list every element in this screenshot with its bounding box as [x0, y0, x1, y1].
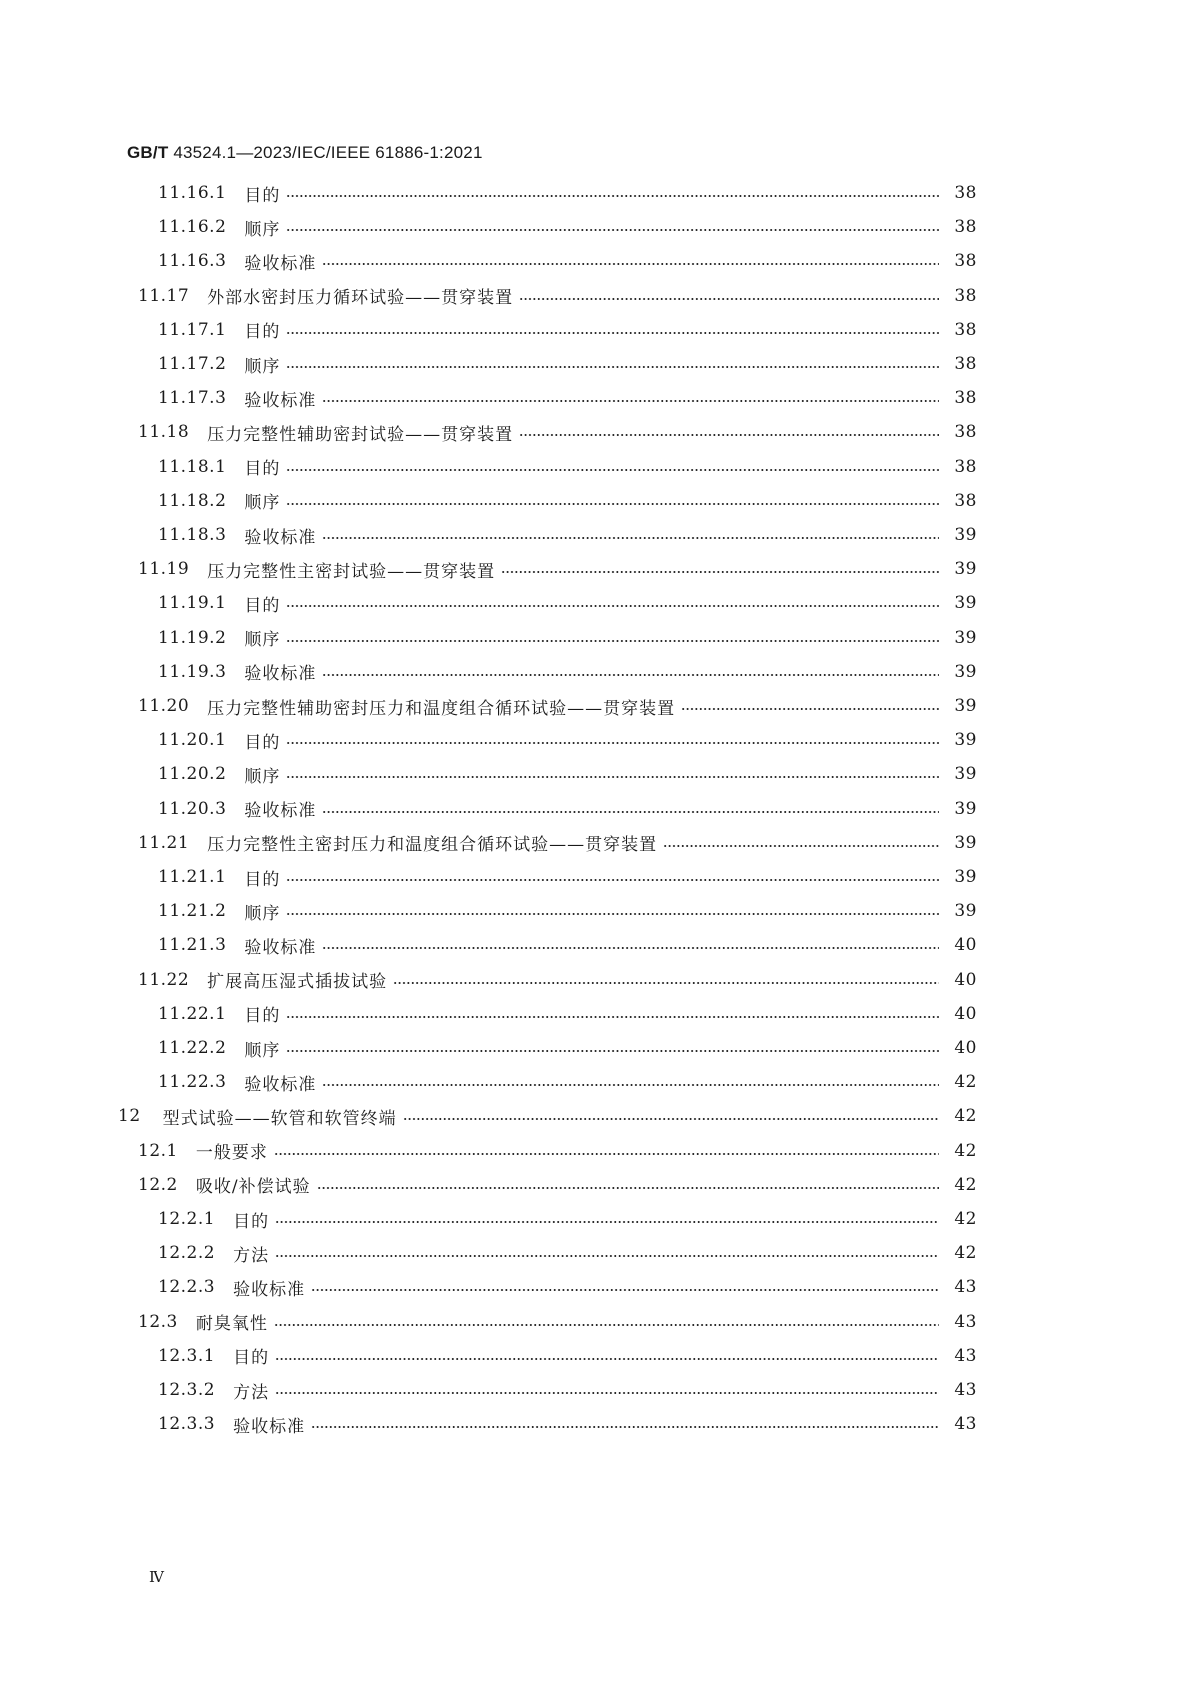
- toc-entry-title: 顺序: [244, 493, 281, 514]
- toc-entry-number: 11.18.3: [158, 525, 227, 545]
- toc-leader-dots: [311, 1426, 939, 1428]
- toc-entry-title: 验收标准: [244, 664, 317, 685]
- toc-leader-dots: [286, 742, 939, 744]
- toc-entry-title: 耐臭氧性: [195, 1314, 268, 1335]
- toc-entry-title: 方法: [233, 1245, 270, 1266]
- toc-entry-page: 40: [954, 1038, 977, 1058]
- toc-leader-dots: [274, 1324, 939, 1326]
- toc-entry-page: 39: [954, 798, 977, 819]
- toc-entry-title: 验收标准: [244, 527, 317, 548]
- toc-entry-title: 验收标准: [244, 801, 317, 822]
- toc-entry[interactable]: [138, 966, 977, 994]
- toc-entry-number: 11.21.3: [158, 935, 227, 956]
- toc-entry-number: 11.21: [138, 832, 190, 853]
- toc-entry-page: 38: [954, 251, 977, 272]
- toc-entry-page: 42: [954, 1140, 977, 1161]
- toc-entry-title: 目的: [244, 595, 281, 616]
- toc-entry-page: 39: [954, 627, 977, 648]
- toc-entry-page: 43: [954, 1277, 977, 1298]
- toc-entry[interactable]: [158, 179, 977, 207]
- toc-entry-number: 12.3.1: [158, 1345, 216, 1366]
- toc-entry-page: 38: [954, 183, 977, 203]
- toc-entry-number: 11.20.2: [158, 764, 227, 785]
- toc-entry[interactable]: [158, 1034, 977, 1062]
- toc-entry-title: 顺序: [244, 219, 281, 240]
- toc-entry-title: 压力完整性辅助密封试验——贯穿装置: [207, 424, 514, 445]
- toc-leader-dots: [286, 229, 939, 231]
- toc-entry-page: 39: [954, 764, 977, 785]
- toc-entry-number: 11.20.1: [158, 730, 227, 751]
- toc-leader-dots: [322, 1084, 939, 1086]
- toc-entry[interactable]: [138, 692, 977, 720]
- toc-entry-number: 11.19.2: [158, 627, 227, 648]
- toc-entry[interactable]: [158, 247, 977, 275]
- toc-entry[interactable]: [158, 760, 977, 788]
- toc-entry[interactable]: [158, 795, 977, 823]
- toc-entry[interactable]: [158, 589, 977, 617]
- toc-entry-title: 顺序: [244, 766, 281, 787]
- toc-entry-number: 12.3: [138, 1311, 178, 1332]
- toc-entry-number: 11.17.1: [158, 319, 227, 340]
- toc-entry-page: 39: [954, 559, 977, 580]
- toc-entry[interactable]: [158, 384, 977, 412]
- toc-entry-number: 11.18.1: [158, 456, 227, 477]
- toc-entry-title: 目的: [244, 185, 281, 206]
- toc-entry-title: 验收标准: [233, 1279, 306, 1300]
- toc-entry-title: 目的: [244, 322, 281, 343]
- toc-entry-page: 43: [954, 1345, 977, 1366]
- toc-leader-dots: [286, 1016, 939, 1018]
- toc-entry-title: 验收标准: [233, 1416, 306, 1437]
- toc-entry[interactable]: [138, 282, 977, 310]
- toc-entry[interactable]: [138, 555, 977, 583]
- toc-leader-dots: [663, 845, 939, 847]
- toc-entry[interactable]: [138, 1308, 977, 1336]
- toc-entry-title: 顺序: [244, 903, 281, 924]
- toc-entry-page: 39: [954, 593, 977, 614]
- toc-entry[interactable]: [158, 658, 977, 686]
- toc-entry[interactable]: [158, 1068, 977, 1096]
- toc-entry-title: 吸收/补偿试验: [195, 1177, 311, 1198]
- toc-entry[interactable]: [138, 418, 977, 446]
- toc-leader-dots: [519, 298, 939, 300]
- page-number: Ⅳ: [149, 1568, 164, 1586]
- toc-entry-page: 38: [954, 456, 977, 477]
- toc-entry-title: 验收标准: [244, 1074, 317, 1095]
- toc-entry-title: 顺序: [244, 630, 281, 651]
- toc-entry[interactable]: [158, 213, 977, 241]
- toc-leader-dots: [311, 1289, 939, 1291]
- toc-entry-page: 38: [954, 422, 977, 443]
- toc-entry-number: 11.19: [138, 559, 190, 580]
- toc-entry-title: 压力完整性主密封试验——贯穿装置: [207, 561, 496, 582]
- toc-entry[interactable]: [118, 1102, 977, 1130]
- toc-leader-dots: [286, 605, 939, 607]
- toc-entry[interactable]: [158, 1342, 977, 1370]
- toc-leader-dots: [286, 1050, 939, 1052]
- toc-entry-number: 12.2.2: [158, 1243, 216, 1264]
- toc-leader-dots: [317, 1187, 939, 1189]
- toc-entry-number: 12: [118, 1106, 141, 1127]
- toc-leader-dots: [322, 263, 939, 265]
- toc-entry-number: 11.21.1: [158, 867, 227, 887]
- toc-entry-page: 39: [954, 730, 977, 751]
- document-code-header: [127, 143, 483, 163]
- toc-entry-number: 12.2.3: [158, 1277, 216, 1298]
- toc-entry-title: 目的: [233, 1348, 270, 1369]
- toc-leader-dots: [403, 1118, 939, 1120]
- toc-entry-page: 40: [954, 935, 977, 956]
- toc-entry-number: 11.22: [138, 969, 190, 990]
- toc-entry-title: 外部水密封压力循环试验——贯穿装置: [207, 288, 514, 309]
- toc-leader-dots: [286, 503, 939, 505]
- toc-entry-number: 12.1: [138, 1140, 178, 1161]
- toc-entry-number: 11.16.2: [158, 217, 227, 238]
- toc-entry-title: 目的: [233, 1211, 270, 1232]
- toc-entry-title: 验收标准: [244, 253, 317, 274]
- toc-entry-page: 39: [954, 832, 977, 853]
- toc-entry[interactable]: [158, 931, 977, 959]
- toc-entry-title: 型式试验——软管和软管终端: [162, 1108, 397, 1129]
- toc-entry-page: 40: [954, 969, 977, 990]
- toc-entry-title: 验收标准: [244, 390, 317, 411]
- toc-leader-dots: [274, 1153, 939, 1155]
- toc-leader-dots: [286, 776, 939, 778]
- toc-entry-number: 11.20: [138, 696, 190, 716]
- standard-prefix: GB/T: [127, 143, 169, 162]
- toc-leader-dots: [393, 982, 939, 984]
- toc-leader-dots: [275, 1221, 939, 1223]
- standard-number: 43524.1—2023/IEC/IEEE 61886-1:2021: [168, 143, 483, 162]
- toc-entry-page: 43: [954, 1414, 977, 1435]
- toc-entry-number: 11.17.2: [158, 354, 227, 374]
- toc-entry-page: 38: [954, 388, 977, 409]
- toc-leader-dots: [681, 708, 939, 710]
- toc-leader-dots: [286, 332, 939, 334]
- toc-entry-page: 39: [954, 525, 977, 545]
- toc-entry-page: 38: [954, 319, 977, 340]
- toc-entry-page: 42: [954, 1174, 977, 1195]
- toc-entry[interactable]: [158, 1000, 977, 1028]
- toc-entry-title: 验收标准: [244, 937, 317, 958]
- toc-entry-page: 39: [954, 867, 977, 887]
- toc-entry[interactable]: [158, 726, 977, 754]
- toc-leader-dots: [322, 674, 939, 676]
- toc-entry[interactable]: [158, 350, 977, 378]
- toc-entry-page: 40: [954, 1003, 977, 1024]
- toc-leader-dots: [501, 571, 939, 573]
- toc-entry-title: 顺序: [244, 1040, 281, 1061]
- toc-entry-number: 12.2: [138, 1174, 178, 1195]
- toc-entry-page: 43: [954, 1380, 977, 1400]
- toc-entry-title: 压力完整性辅助密封压力和温度组合循环试验——贯穿装置: [207, 698, 676, 719]
- toc-entry-page: 39: [954, 661, 977, 682]
- toc-leader-dots: [286, 913, 939, 915]
- toc-entry[interactable]: [138, 1137, 977, 1165]
- toc-entry-title: 目的: [244, 869, 281, 890]
- toc-entry-title: 方法: [233, 1382, 270, 1403]
- toc-entry-number: 11.18: [138, 422, 190, 443]
- toc-entry-number: 11.17.3: [158, 388, 227, 409]
- toc-entry-title: 扩展高压湿式插拔试验: [207, 972, 388, 993]
- toc-entry-number: 11.22.2: [158, 1038, 227, 1058]
- toc-entry-number: 11.22.1: [158, 1003, 227, 1024]
- toc-leader-dots: [286, 469, 939, 471]
- toc-entry-number: 11.19.1: [158, 593, 227, 614]
- toc-entry[interactable]: [158, 453, 977, 481]
- toc-leader-dots: [322, 947, 939, 949]
- toc-entry[interactable]: [138, 1171, 977, 1199]
- toc-leader-dots: [286, 879, 939, 881]
- toc-entry-page: 38: [954, 490, 977, 511]
- toc-entry-number: 11.18.2: [158, 490, 227, 511]
- toc-leader-dots: [322, 811, 939, 813]
- toc-entry-page: 39: [954, 901, 977, 922]
- toc-entry-number: 12.3.3: [158, 1414, 216, 1435]
- toc-entry-number: 12.3.2: [158, 1380, 216, 1400]
- toc-entry-page: 38: [954, 285, 977, 306]
- toc-entry-number: 11.20.3: [158, 798, 227, 819]
- toc-entry-title: 顺序: [244, 356, 281, 377]
- toc-entry[interactable]: [158, 1410, 977, 1438]
- toc-entry[interactable]: [158, 1239, 977, 1267]
- toc-entry-number: 11.16.1: [158, 183, 227, 203]
- toc-entry-page: 39: [954, 696, 977, 716]
- toc-leader-dots: [275, 1358, 939, 1360]
- toc-leader-dots: [275, 1255, 939, 1257]
- toc-leader-dots: [286, 195, 939, 197]
- toc-entry[interactable]: [158, 487, 977, 515]
- toc-entry-number: 11.21.2: [158, 901, 227, 922]
- toc-entry[interactable]: [158, 1376, 977, 1404]
- toc-entry-number: 11.22.3: [158, 1072, 227, 1093]
- toc-entry-title: 目的: [244, 459, 281, 480]
- toc-entry-number: 11.19.3: [158, 661, 227, 682]
- toc-entry-page: 42: [954, 1243, 977, 1264]
- toc-entry-title: 目的: [244, 732, 281, 753]
- toc-entry-page: 43: [954, 1311, 977, 1332]
- toc-leader-dots: [275, 1392, 939, 1394]
- toc-entry-title: 一般要求: [195, 1143, 268, 1164]
- toc-leader-dots: [322, 400, 939, 402]
- toc-entry-page: 42: [954, 1209, 977, 1229]
- toc-entry-page: 38: [954, 354, 977, 374]
- toc-entry-number: 11.16.3: [158, 251, 227, 272]
- toc-entry[interactable]: [158, 624, 977, 652]
- toc-entry-number: 11.17: [138, 285, 190, 306]
- toc-entry[interactable]: [138, 829, 977, 857]
- toc-leader-dots: [322, 537, 939, 539]
- toc-entry[interactable]: [158, 521, 977, 549]
- toc-entry-title: 目的: [244, 1006, 281, 1027]
- toc-entry[interactable]: [158, 897, 977, 925]
- toc-entry-title: 压力完整性主密封压力和温度组合循环试验——贯穿装置: [207, 835, 658, 856]
- toc-entry-page: 42: [954, 1106, 977, 1127]
- toc-entry[interactable]: [158, 863, 977, 891]
- toc-entry-page: 38: [954, 217, 977, 238]
- toc-entry[interactable]: [158, 1205, 977, 1233]
- toc-entry[interactable]: [158, 1273, 977, 1301]
- toc-leader-dots: [519, 434, 939, 436]
- toc-leader-dots: [286, 640, 939, 642]
- toc-entry[interactable]: [158, 316, 977, 344]
- toc-entry-page: 42: [954, 1072, 977, 1093]
- toc-leader-dots: [286, 366, 939, 368]
- toc-entry-number: 12.2.1: [158, 1209, 216, 1229]
